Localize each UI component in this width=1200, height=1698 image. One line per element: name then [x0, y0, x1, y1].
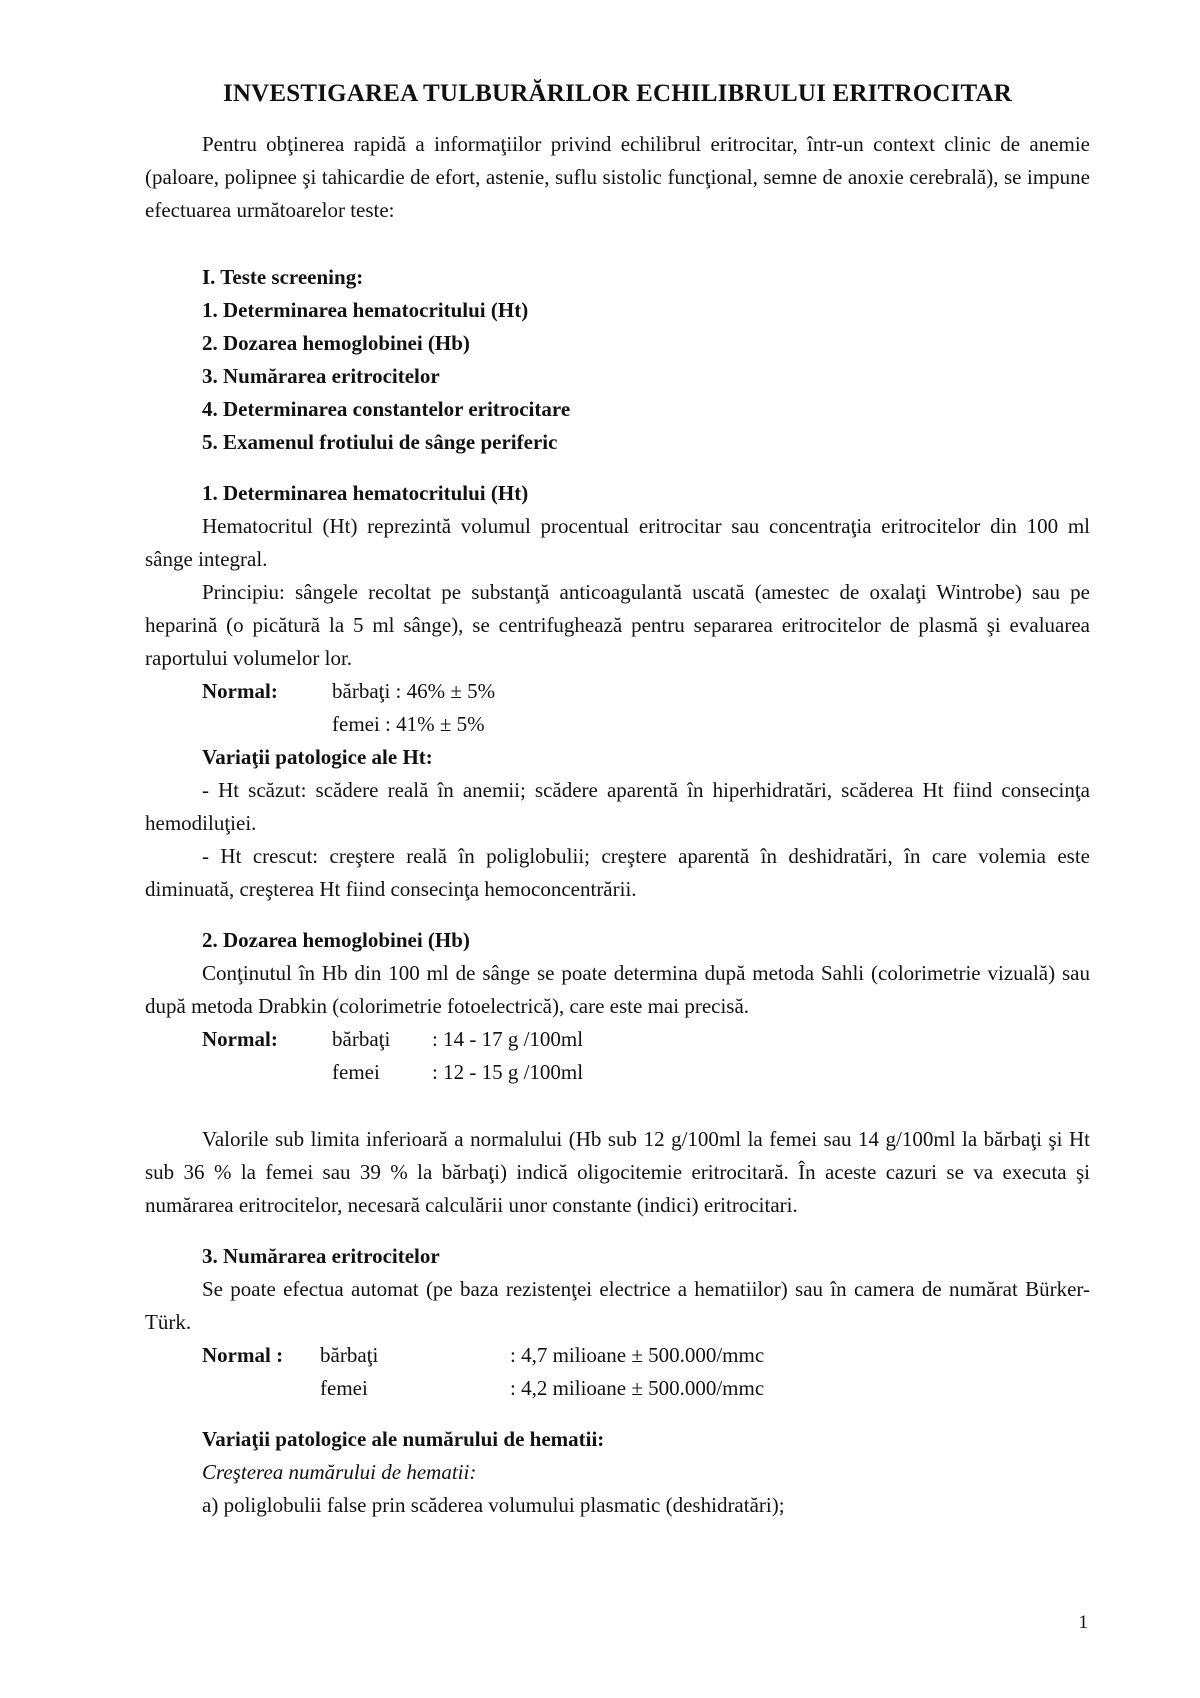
ht-normal-women-row	[145, 708, 1090, 741]
hb-normal-women-row	[145, 1056, 1090, 1089]
ht-principle: Principiu: sângele recoltat pe substanţă anticoagulantă uscată (amestec de oxalaţi Wintrobe) sau pe heparină (o picătură la 5 ml sânge), se centrifughează pentru separarea eritrocitelor de plasmă şi evaluarea raportului volumelor lor.	[145, 580, 1090, 670]
ht-variations-heading: Variaţii patologice ale Ht:	[202, 745, 433, 769]
ht-definition: Hematocritul (Ht) reprezintă volumul procentual eritrocitar sau concentraţia eritrocitelor din 100 ml sânge integral.	[145, 514, 1090, 571]
screening-heading: I. Teste screening:	[202, 265, 364, 289]
rbc-men-value: : 4,7 milioane ± 500.000/mmc	[510, 1343, 765, 1367]
ht-normal-women: femei : 41% ± 5%	[332, 712, 485, 736]
hb-men-value: : 14 - 17 g /100ml	[432, 1027, 584, 1051]
hb-normal-men-row	[145, 1023, 1090, 1056]
screening-item: 1. Determinarea hematocritului (Ht)	[202, 298, 529, 322]
rbc-women-label: femei	[320, 1376, 368, 1400]
hb-men-label: bărbaţi	[332, 1027, 391, 1051]
ht-increased: - Ht crescut: creştere reală în poliglobulii; creştere aparentă în deshidratări, în care volemia este diminuată, creşterea Ht fiind consecinţa hemoconcentrării.	[145, 844, 1090, 901]
page-number: 1	[1078, 1612, 1088, 1633]
rbc-men-label: bărbaţi	[320, 1343, 379, 1367]
rbc-variations-heading: Variaţii patologice ale numărului de hematii:	[202, 1427, 605, 1451]
rbc-text: Se poate efectua automat (pe baza rezistenţei electrice a hematiilor) sau în camera de numărat Bürker-Türk.	[145, 1277, 1090, 1334]
ht-normal-men: bărbaţi : 46% ± 5%	[332, 679, 496, 703]
rbc-normal-label: Normal :	[202, 1343, 284, 1367]
screening-item: 3. Numărarea eritrocitelor	[202, 364, 440, 388]
hb-women-value: : 12 - 15 g /100ml	[432, 1060, 584, 1084]
ht-heading: 1. Determinarea hematocritului (Ht)	[202, 481, 529, 505]
hb-note: Valorile sub limita inferioară a normalului (Hb sub 12 g/100ml la femei sau 14 g/100ml la bărbaţi şi Ht sub 36 % la femei sau 39 % la bărbaţi) indică oligocitemie eritrocitară. În aceste cazuri se va executa şi numărarea eritrocitelor, necesară calculării unor constante (indici) eritrocitari.	[145, 1127, 1090, 1217]
rbc-increase-heading: Creşterea numărului de hematii:	[202, 1460, 477, 1484]
document-title: INVESTIGAREA TULBURĂRILOR ECHILIBRULUI ERITROCITAR	[222, 80, 1013, 107]
rbc-item-a: a) poliglobulii false prin scăderea volumului plasmatic (deshidratări);	[202, 1493, 785, 1517]
screening-item: 5. Examenul frotiului de sânge periferic	[202, 430, 558, 454]
hb-women-label: femei	[332, 1060, 380, 1084]
rbc-normal-men-row	[145, 1339, 1090, 1372]
hb-text: Conţinutul în Hb din 100 ml de sânge se poate determina după metoda Sahli (colorimetrie vizuală) sau după metoda Drabkin (colorimetrie fotoelectrică), care este mai precisă.	[145, 961, 1090, 1018]
ht-normal-men-row	[145, 675, 1090, 708]
rbc-normal-women-row	[145, 1372, 1090, 1405]
screening-item: 2. Dozarea hemoglobinei (Hb)	[202, 331, 470, 355]
intro-paragraph: Pentru obţinerea rapidă a informaţiilor privind echilibrul eritrocitar, într-un context clinic de anemie (paloare, polipnee şi tahicardie de efort, astenie, suflu sistolic funcţional, semne de anoxie cerebrală), se impune efectuarea următoarelor teste:	[145, 132, 1090, 222]
hb-heading: 2. Dozarea hemoglobinei (Hb)	[202, 928, 470, 952]
document-page	[145, 80, 1090, 1522]
rbc-women-value: : 4,2 milioane ± 500.000/mmc	[510, 1376, 765, 1400]
screening-item: 4. Determinarea constantelor eritrocitare	[202, 397, 571, 421]
ht-decreased: - Ht scăzut: scădere reală în anemii; scădere aparentă în hiperhidratări, scăderea Ht fiind consecinţa hemodiluţiei.	[145, 778, 1090, 835]
hb-normal-label: Normal:	[202, 1027, 278, 1051]
ht-normal-label: Normal:	[202, 679, 278, 703]
rbc-heading: 3. Numărarea eritrocitelor	[202, 1244, 440, 1268]
